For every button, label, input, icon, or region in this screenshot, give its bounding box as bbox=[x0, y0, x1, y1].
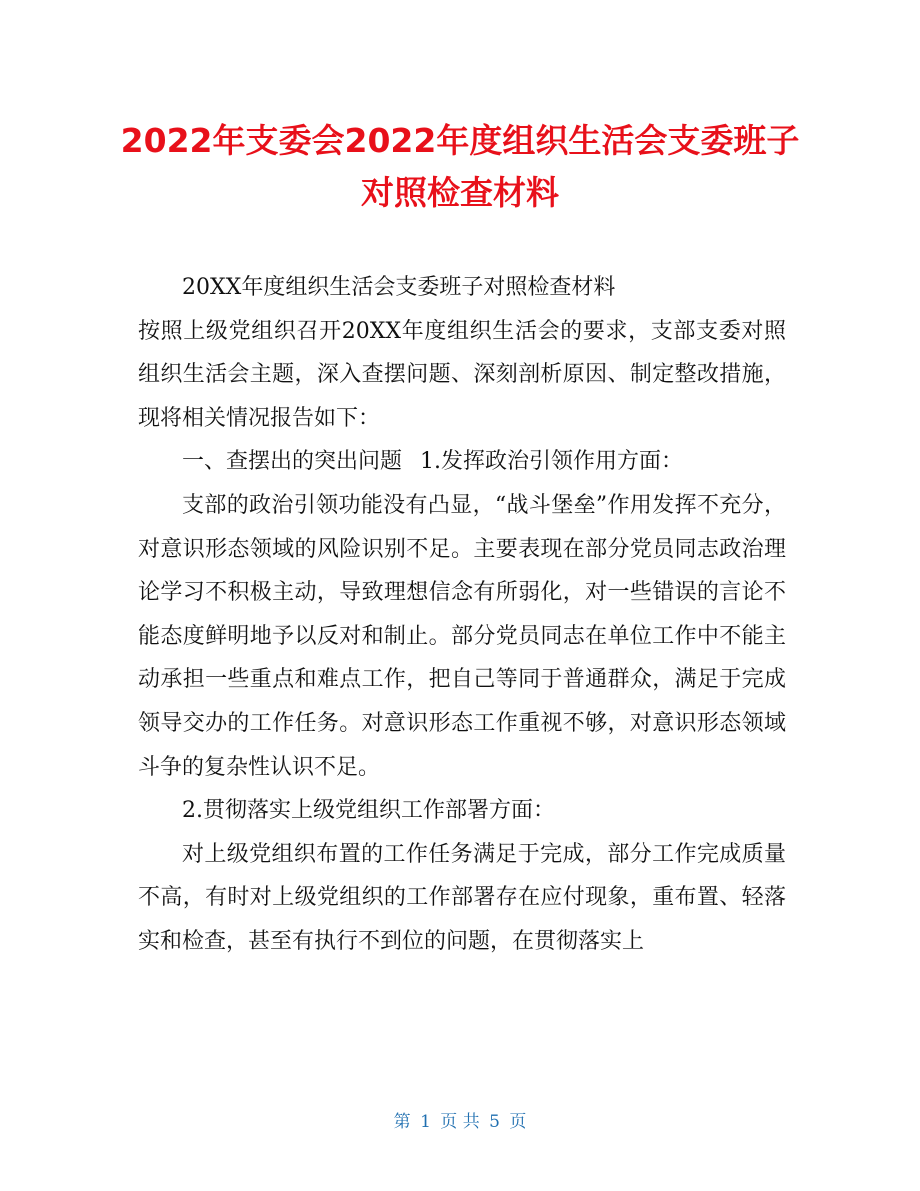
footer-page-number: 1 bbox=[420, 1112, 431, 1132]
paragraph-intro: 按照上级党组织召开20XX年度组织生活会的要求，支部支委对照组织生活会主题，深入查摆问题、深刻剖析原因、制定整改措施，现将相关情况报告如下： bbox=[138, 318, 786, 431]
section-heading: 一、查摆出的突出问题 bbox=[182, 449, 403, 475]
paragraph-political-leadership: 支部的政治引领功能没有凸显，“战斗堡垒”作用发挥不充分，对意识形态领域的风险识别不足。主要表现在部分党员同志政治理论学习不积极主动，导致理想信念有所弱化，对一些错误的言论不能态度鲜明地予以反对和制止。部分党员同志在单位工作中不能主动承担一些重点和难点工作，把自己等同于普通群众，满足于完成领导交办的工作任务。对意识形态工作重视不够，对意识形态领域斗争的复杂性认识不足。 bbox=[138, 492, 786, 780]
document-title-line-1: 2022年支委会2022年度组织生活会支委班子 bbox=[120, 121, 800, 160]
document-body bbox=[138, 266, 786, 964]
subheading-2: 2.贯彻落实上级党组织工作部署方面： bbox=[182, 798, 555, 824]
footer-total-pages: 5 bbox=[489, 1112, 500, 1132]
footer-prefix: 第 bbox=[393, 1112, 411, 1132]
footer-middle: 页 共 bbox=[440, 1112, 480, 1132]
document-title-line-2: 对照检查材料 bbox=[361, 173, 559, 212]
page-footer bbox=[0, 1110, 920, 1134]
footer-suffix: 页 bbox=[509, 1112, 527, 1132]
paragraph-subtitle: 20XX年度组织生活会支委班子对照检查材料 bbox=[182, 275, 616, 300]
paragraph-headings bbox=[138, 440, 786, 484]
subheading-1: 1.发挥政治引领作用方面： bbox=[420, 449, 684, 475]
paragraph-implementation: 对上级党组织布置的工作任务满足于完成，部分工作完成质量不高，有时对上级党组织的工作部署存在应付现象，重布置、轻落实和检查，甚至有执行不到位的问题，在贯彻落实上 bbox=[138, 841, 786, 954]
